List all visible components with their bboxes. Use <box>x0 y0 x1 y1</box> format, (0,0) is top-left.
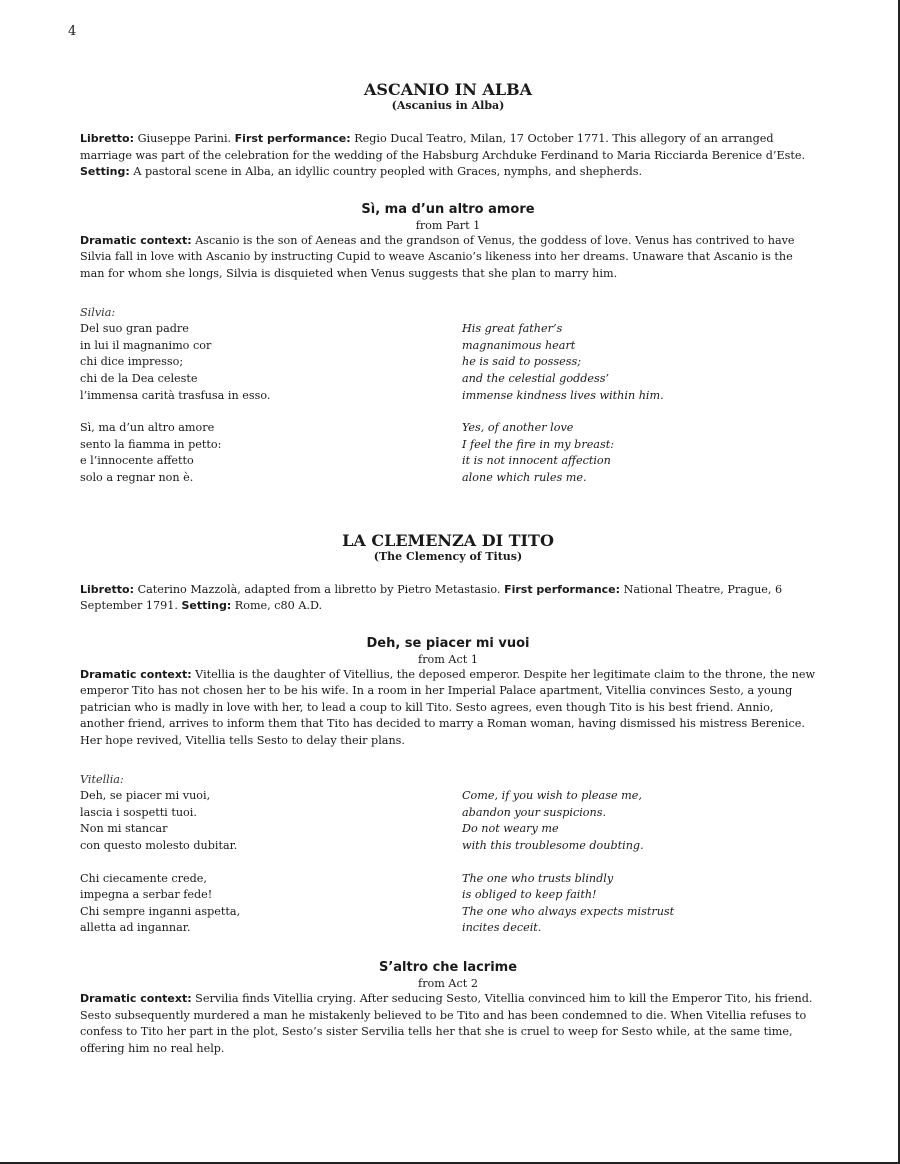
translation-line: His great father’s <box>462 322 563 336</box>
italian-text <box>80 788 462 854</box>
setting-text: A pastoral scene in Alba, an idyllic country peopled with Graces, nymphs, and shepherds. <box>129 165 643 179</box>
dramatic-context <box>80 233 816 283</box>
translation-line: he is said to possess; <box>462 355 582 369</box>
opera-section-tito <box>80 531 816 1058</box>
verse-line: lascia i sospetti tuoi. <box>80 805 197 819</box>
first-performance-label: First performance: <box>504 582 621 596</box>
dramatic-context-text: Vitellia is the daughter of Vitellius, the deposed emperor. Despite her legitimate claim to the throne, the new emperor Tito has not chosen her to be his wife. In a room in her Imperial Palace apartment, Vitellia convinces Sesto, a young patrician who is madly in love with her, to lead a coup to kill Tito. Sesto agrees, even though Tito is his best friend. Annio, another friend, arrives to inform them that Tito has decided to marry a Roman woman, having dismissed his mistress Berenice. Her hope revived, Vitellia tells Sesto to delay their plans. <box>80 667 816 748</box>
translation-line: is obliged to keep faith! <box>462 888 597 902</box>
verse-line: alletta ad ingannar. <box>80 921 191 935</box>
dramatic-context <box>80 667 816 750</box>
setting-label: Setting: <box>181 599 232 613</box>
translation-line: alone which rules me. <box>462 470 587 484</box>
verse-line: Deh, se piacer mi vuoi, <box>80 789 211 803</box>
verse-line: sento la fiamma in petto: <box>80 437 222 451</box>
dramatic-context <box>80 991 816 1057</box>
opera-info <box>80 582 816 615</box>
aria-source: from Act 2 <box>418 977 478 990</box>
opera-info <box>80 131 816 181</box>
verse-line: chi de la Dea celeste <box>80 371 198 385</box>
translation-line: incites deceit. <box>462 921 542 935</box>
dramatic-context-label: Dramatic context: <box>80 233 192 247</box>
translation-line: with this troublesome doubting. <box>462 839 644 853</box>
page-number: 4 <box>68 24 77 39</box>
verse-line: in lui il magnanimo cor <box>80 338 212 352</box>
verse-line: Sì, ma d’un altro amore <box>80 421 215 435</box>
dramatic-context-text: Servilia finds Vitellia crying. After seducing Sesto, Vitellia convinced him to kill the Emperor Tito, his friend. Sesto subsequently murdered a man he mistakenly believed to be Tito and has been condemned to die. When Vitellia refuses to confess to Tito her part in the plot, Sesto’s sister Servilia tells her that she is cruel to weep for Sesto while, at the same time, offering him no real help. <box>80 992 813 1055</box>
setting-text: Rome, c80 A.D. <box>231 599 323 613</box>
character-name: Vitellia: <box>80 772 124 786</box>
translation-line: it is not innocent affection <box>462 454 611 468</box>
translation-line: The one who always expects mistrust <box>462 904 675 918</box>
translation-line: abandon your suspicions. <box>462 805 607 819</box>
verse-stanza <box>80 420 816 486</box>
section-spacer <box>80 503 816 531</box>
translation-line: immense kindness lives within him. <box>462 388 664 402</box>
verse-line: chi dice impresso; <box>80 355 184 369</box>
first-performance-text: Regio Ducal Teatro, Milan, 17 October 1771. This allegory of an arranged marriage was part of the celebration for the wedding of the Habsburg Archduke Ferdinand to Maria Ricciarda Berenice d’Este. <box>80 132 806 162</box>
first-performance-text: National Theatre, Prague, 6 September 1791. <box>80 582 783 613</box>
verse-line: con questo molesto dubitar. <box>80 839 238 853</box>
opera-title: ASCANIO IN ALBA <box>363 80 532 99</box>
verse-stanza <box>80 788 816 854</box>
libretto-label: Libretto: <box>80 582 135 596</box>
opera-subtitle: (The Clemency of Titus) <box>373 549 523 563</box>
opera-subtitle: (Ascanius in Alba) <box>391 99 505 112</box>
translation-line: The one who trusts blindly <box>462 871 614 885</box>
english-translation <box>462 788 816 854</box>
verse-line: solo a regnar non è. <box>80 470 194 484</box>
aria-title: S’altro che lacrime <box>378 960 518 975</box>
translation-line: Do not weary me <box>462 822 559 836</box>
dramatic-context-label: Dramatic context: <box>80 992 192 1005</box>
libretto-label: Libretto: <box>80 132 135 145</box>
english-translation <box>462 420 816 486</box>
verse-line: Chi ciecamente crede, <box>80 871 207 885</box>
italian-text <box>80 871 462 937</box>
verse-line: e l’innocente affetto <box>80 454 194 468</box>
verse-stanza <box>80 871 816 937</box>
verse-line: Non mi stancar <box>80 822 168 836</box>
character-name: Silvia: <box>80 305 116 319</box>
setting-label: Setting: <box>80 165 130 179</box>
english-translation <box>462 321 816 404</box>
aria-source: from Part 1 <box>415 218 481 232</box>
translation-line: Come, if you wish to please me, <box>462 789 642 803</box>
verse-line: Del suo gran padre <box>80 322 189 336</box>
translation-line: I feel the fire in my breast: <box>462 437 614 451</box>
translation-line: and the celestial goddess’ <box>462 371 610 385</box>
aria-title: Deh, se piacer mi vuoi <box>366 635 530 651</box>
verse-line: impegna a serbar fede! <box>80 888 213 902</box>
opera-title: LA CLEMENZA DI TITO <box>342 530 554 550</box>
english-translation <box>462 871 816 937</box>
dramatic-context-text: Ascanio is the son of Aeneas and the grandson of Venus, the goddess of love. Venus has contrived to have Silvia fall in love with Ascanio by instructing Cupid to weave Ascanio’s likeness into her dreams. Unaware that Ascanio is the man for whom she longs, Silvia is disquieted when Venus suggests that she plan to marry him. <box>80 233 795 280</box>
italian-text <box>80 420 462 486</box>
verse-line: l’immensa carità trasfusa in esso. <box>80 388 271 402</box>
aria-title: Sì, ma d’un altro amore <box>361 201 535 217</box>
first-performance-label: First performance: <box>234 132 351 145</box>
verse-stanza <box>80 321 816 404</box>
page-content <box>80 80 816 1079</box>
dramatic-context-label: Dramatic context: <box>80 667 192 681</box>
opera-section-ascanio <box>80 80 816 487</box>
italian-text <box>80 321 462 404</box>
libretto-text: Caterino Mazzolà, adapted from a libretto by Pietro Metastasio. <box>134 582 505 596</box>
verse-line: Chi sempre inganni aspetta, <box>80 904 241 918</box>
aria-source: from Act 1 <box>418 652 478 666</box>
translation-line: Yes, of another love <box>462 421 574 435</box>
libretto-text: Giuseppe Parini. <box>134 132 235 145</box>
translation-line: magnanimous heart <box>462 338 576 352</box>
